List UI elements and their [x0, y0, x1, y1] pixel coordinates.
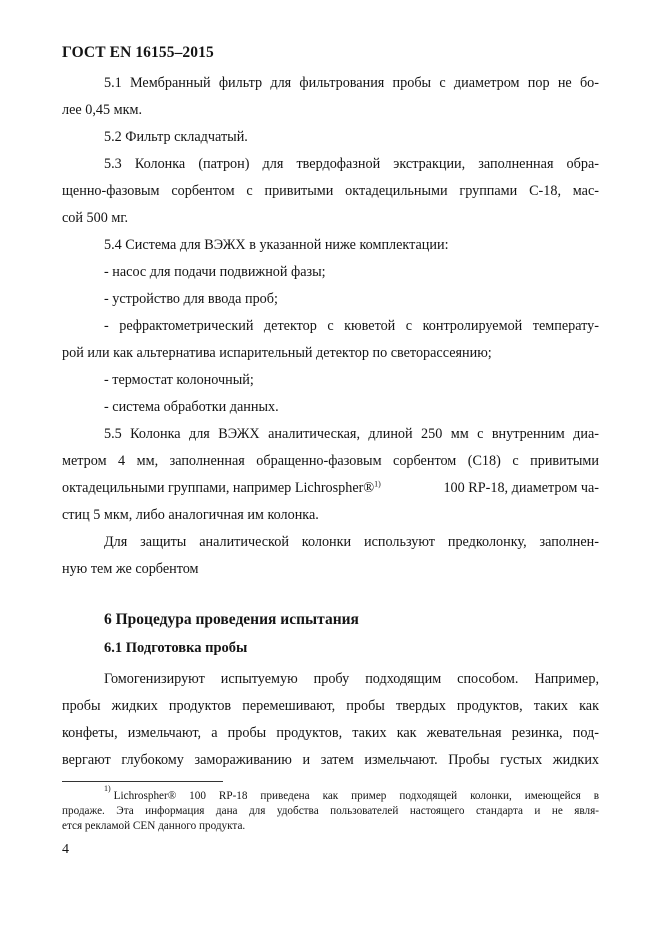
- text-line: 5.2 Фильтр складчатый.: [104, 129, 248, 145]
- text-line: метром 4 мм, заполненная обращенно-фазовым сорбентом (С18) с привитыми: [62, 453, 599, 469]
- text-line: 5.1 Мембранный фильтр для фильтрования пробы с диаметром пор не бо-: [104, 75, 599, 91]
- text-line-with-footnote-ref: [62, 479, 599, 497]
- text-line: ную тем же сорбентом: [62, 561, 199, 577]
- text-line: рой или как альтернатива испарительный детектор по светорассеянию;: [62, 345, 492, 361]
- text-line: конфеты, измельчают, а пробы продуктов, таких как жевательная резинка, под-: [62, 725, 599, 741]
- text-line: - система обработки данных.: [104, 399, 279, 415]
- footnote-divider: [62, 781, 223, 782]
- text-line: вергают глубокому замораживанию и затем измельчают. Пробы густых жидких: [62, 752, 599, 768]
- text-line: - насос для подачи подвижной фазы;: [104, 264, 326, 280]
- text-line: - рефрактометрический детектор с кюветой с контролируемой температу-: [104, 318, 599, 334]
- footnote-text: Lichrospher® 100 RP-18 приведена как пример подходящей колонки, имеющейся в: [113, 790, 599, 802]
- text-line: сой 500 мг.: [62, 210, 129, 226]
- text-line: стиц 5 мкм, либо аналогичная им колонка.: [62, 507, 319, 523]
- text-line: - термостат колоночный;: [104, 372, 254, 388]
- text-line: пробы жидких продуктов перемешивают, пробы твердых продуктов, таких как: [62, 698, 599, 714]
- footnote-marker: 1): [104, 784, 111, 793]
- footnote-reference: 1): [374, 479, 381, 489]
- footnote-line: продаже. Эта информация дана для удобства пользователей настоящего стандарта и не явля-: [62, 805, 599, 817]
- text-line: Для защиты аналитической колонки используют предколонку, заполнен-: [104, 534, 599, 550]
- text-line: 5.5 Колонка для ВЭЖХ аналитическая, длиной 250 мм с внутренним диа-: [104, 426, 599, 442]
- text-line: щенно-фазовым сорбентом с привитыми октадецильными группами С-18, мас-: [62, 183, 599, 199]
- text-line: Гомогенизируют испытуемую пробу подходящим способом. Например,: [104, 671, 599, 687]
- page-number: 4: [62, 842, 69, 857]
- text-line: - устройство для ввода проб;: [104, 291, 278, 307]
- subsection-heading: 6.1 Подготовка пробы: [104, 640, 248, 656]
- text-line: 5.4 Система для ВЭЖХ в указанной ниже комплектации:: [104, 237, 449, 253]
- document-header: ГОСТ EN 16155–2015: [62, 44, 214, 61]
- text-line: 5.3 Колонка (патрон) для твердофазной экстракции, заполненная обра-: [104, 156, 599, 172]
- text-line: лее 0,45 мкм.: [62, 102, 142, 118]
- text-fragment: октадецильными группами, например Lichrospher®$^{1)}$: [62, 479, 381, 496]
- section-heading: 6 Процедура проведения испытания: [104, 611, 359, 628]
- footnote-line: [104, 784, 599, 803]
- text-fragment: 100 RP-18, диаметром ча-: [443, 480, 599, 496]
- footnote-line: ется рекламой CEN данного продукта.: [62, 820, 246, 832]
